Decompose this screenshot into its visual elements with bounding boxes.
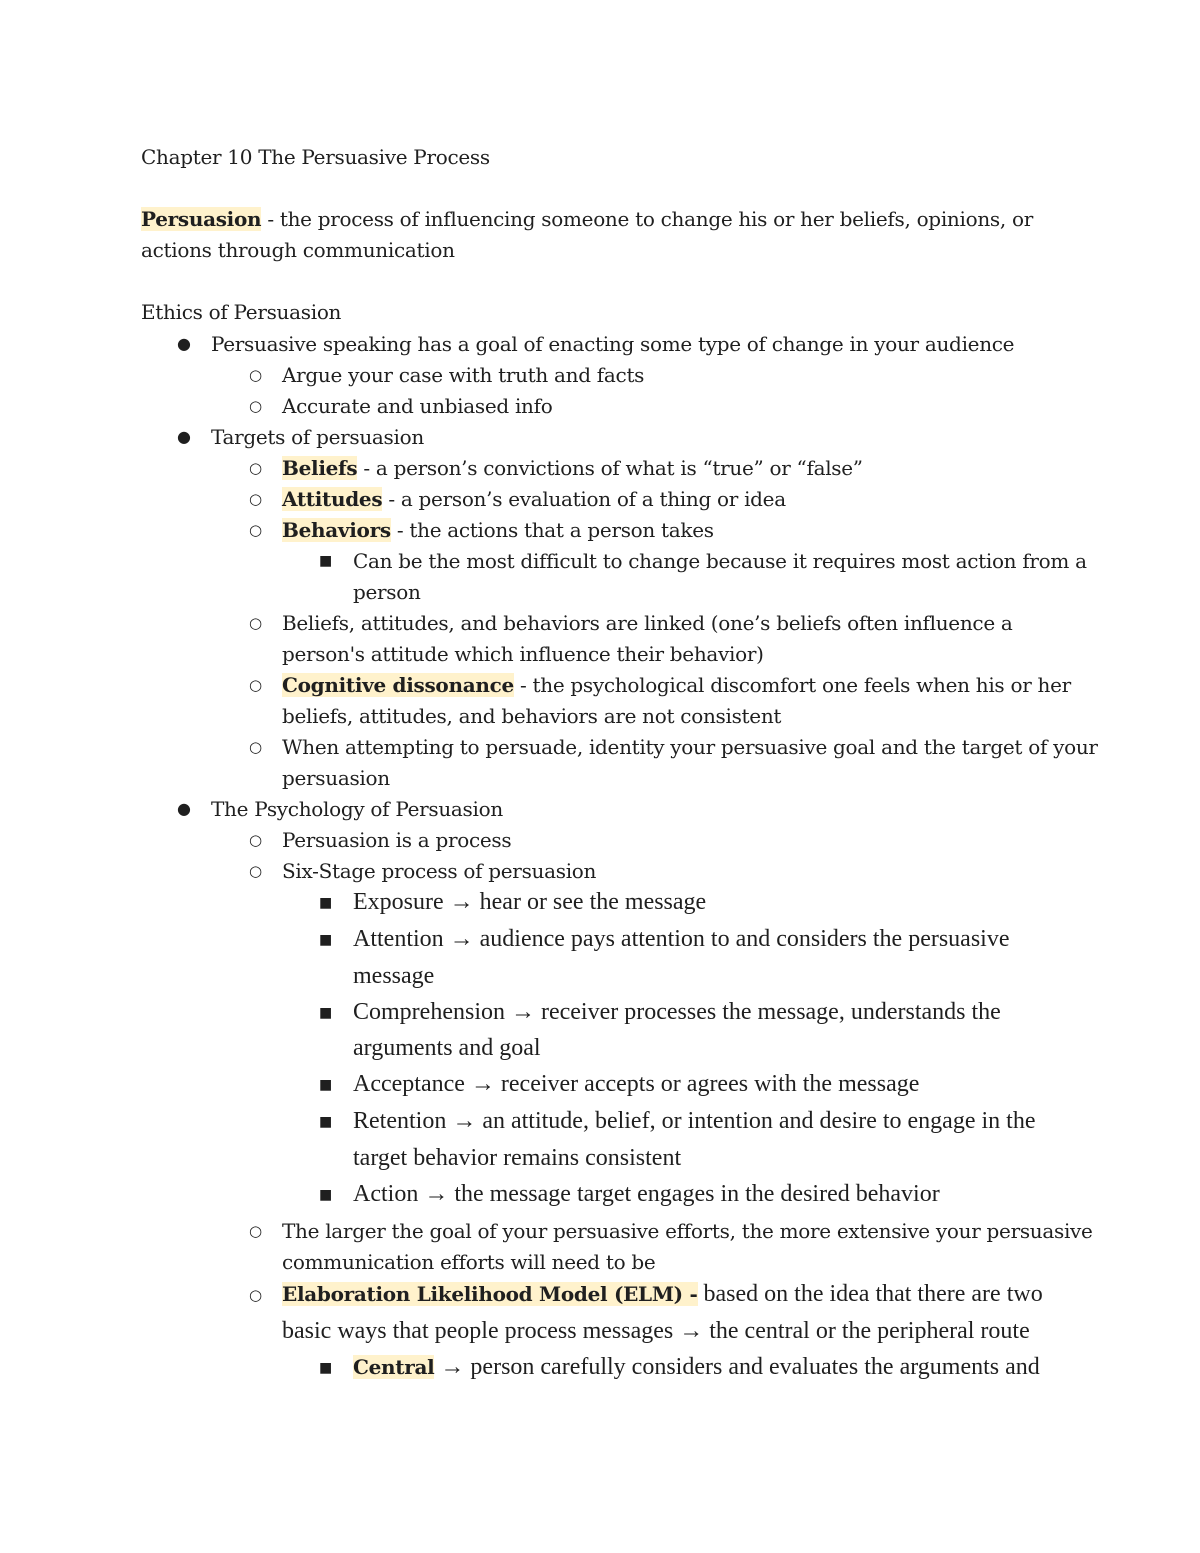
term-attitudes: Attitudes: [282, 487, 383, 511]
term-beliefs: Beliefs: [282, 456, 358, 480]
bullet-circle-icon: ○: [249, 397, 263, 415]
bullet-disc-icon: ●: [177, 334, 191, 353]
stage-comprehension-line2: arguments and goal: [353, 1035, 541, 1061]
list-item-targets: Targets of persuasion: [211, 425, 424, 449]
bullet-circle-icon: ○: [249, 738, 263, 756]
list-item-truth-facts: Argue your case with truth and facts: [282, 363, 645, 387]
list-item-behaviors-note-line2: person: [353, 580, 421, 604]
bullet-square-icon: ■: [319, 932, 333, 948]
list-item-dissonance-line1: [282, 671, 1071, 699]
persuasion-definition-line1: [141, 205, 1033, 233]
list-item-behaviors-note-line1: Can be the most difficult to change because it requires most action from a: [353, 549, 1087, 573]
stage-exposure: Exposure → hear or see the message: [353, 889, 707, 915]
term-behaviors: Behaviors: [282, 518, 391, 542]
bullet-disc-icon: ●: [177, 799, 191, 818]
bullet-circle-icon: ○: [249, 862, 263, 880]
list-item-process: Persuasion is a process: [282, 828, 512, 852]
document-title: Chapter 10 The Persuasive Process: [141, 145, 490, 169]
persuasion-definition-line2: actions through communication: [141, 238, 455, 262]
central-definition: → person carefully considers and evaluates the arguments and: [434, 1354, 1040, 1380]
list-item-attitudes: [282, 485, 786, 513]
list-item-behaviors: [282, 516, 714, 544]
stage-comprehension-line1: Comprehension → receiver processes the message, understands the: [353, 999, 1001, 1025]
bullet-circle-icon: ○: [249, 614, 263, 632]
list-item-larger-goal-line1: The larger the goal of your persuasive efforts, the more extensive your persuasive: [282, 1219, 1093, 1243]
bullet-circle-icon: ○: [249, 459, 263, 477]
bullet-square-icon: ■: [319, 553, 333, 569]
list-item-six-stage: Six-Stage process of persuasion: [282, 859, 597, 883]
term-elm: Elaboration Likelihood Model (ELM) -: [282, 1282, 698, 1306]
stage-action: Action → the message target engages in the desired behavior: [353, 1181, 940, 1207]
list-item-elm-line2: basic ways that people process messages → the central or the peripheral route: [282, 1318, 1030, 1344]
list-item-goal-line2: persuasion: [282, 766, 390, 790]
stage-retention-line1: Retention → an attitude, belief, or intention and desire to engage in the: [353, 1108, 1036, 1134]
list-item-dissonance-line2: beliefs, attitudes, and behaviors are not consistent: [282, 704, 782, 728]
bullet-circle-icon: ○: [249, 676, 263, 694]
stage-acceptance: Acceptance → receiver accepts or agrees with the message: [353, 1071, 920, 1097]
bullet-circle-icon: ○: [249, 831, 263, 849]
stage-retention-line2: target behavior remains consistent: [353, 1145, 682, 1171]
list-item-larger-goal-line2: communication efforts will need to be: [282, 1250, 656, 1274]
bullet-circle-icon: ○: [249, 366, 263, 384]
bullet-circle-icon: ○: [249, 521, 263, 539]
bullet-disc-icon: ●: [177, 427, 191, 446]
list-item-linked-line2: person's attitude which influence their behavior): [282, 642, 764, 666]
bullet-square-icon: ■: [319, 1077, 333, 1093]
term-central: Central: [353, 1355, 435, 1379]
list-item-elm-line1: [282, 1280, 1043, 1308]
elm-definition: based on the idea that there are two: [697, 1281, 1043, 1307]
bullet-circle-icon: ○: [249, 1222, 263, 1240]
list-item-linked-line1: Beliefs, attitudes, and behaviors are linked (one’s beliefs often influence a: [282, 611, 1013, 635]
list-item-goal-of-change: Persuasive speaking has a goal of enacting some type of change in your audience: [211, 332, 1015, 356]
section-heading-ethics: Ethics of Persuasion: [141, 300, 342, 324]
list-item-goal-line1: When attempting to persuade, identity your persuasive goal and the target of your: [282, 735, 1098, 759]
dissonance-definition: - the psychological discomfort one feels when his or her: [513, 673, 1071, 697]
bullet-square-icon: ■: [319, 1187, 333, 1203]
bullet-square-icon: ■: [319, 895, 333, 911]
list-item-central: [353, 1353, 1040, 1381]
term-persuasion: Persuasion: [141, 207, 262, 231]
persuasion-definition-text: - the process of influencing someone to change his or her beliefs, opinions, or: [261, 207, 1033, 231]
bullet-circle-icon: ○: [249, 1286, 263, 1304]
beliefs-definition: - a person’s convictions of what is “true” or “false”: [357, 456, 863, 480]
stage-attention-line1: Attention → audience pays attention to and considers the persuasive: [353, 926, 1010, 952]
list-item-psychology: The Psychology of Persuasion: [211, 797, 503, 821]
bullet-square-icon: ■: [319, 1360, 333, 1376]
bullet-circle-icon: ○: [249, 490, 263, 508]
stage-attention-line2: message: [353, 963, 435, 989]
term-cognitive-dissonance: Cognitive dissonance: [282, 673, 514, 697]
attitudes-definition: - a person’s evaluation of a thing or idea: [382, 487, 786, 511]
list-item-beliefs: [282, 454, 863, 482]
bullet-square-icon: ■: [319, 1114, 333, 1130]
bullet-square-icon: ■: [319, 1005, 333, 1021]
behaviors-definition: - the actions that a person takes: [390, 518, 714, 542]
list-item-unbiased-info: Accurate and unbiased info: [282, 394, 553, 418]
